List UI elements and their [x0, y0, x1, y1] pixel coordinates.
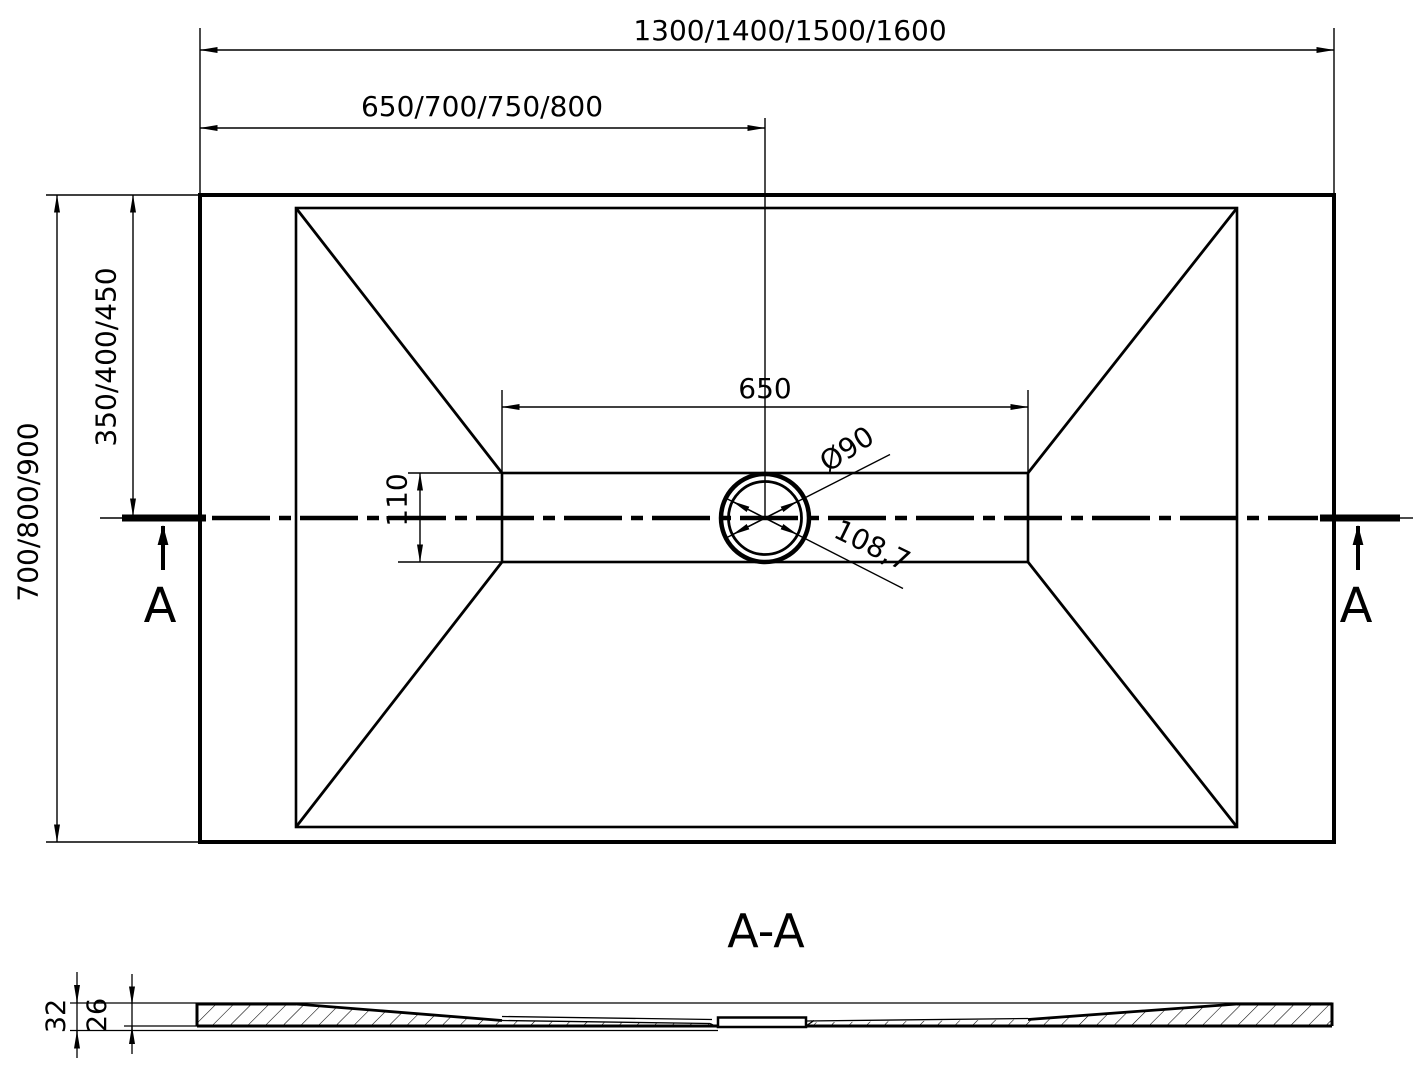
- label-total-height: 32: [40, 998, 72, 1034]
- drain-diagonal-arrow-nw: [733, 501, 766, 518]
- label-channel-width: 110: [380, 473, 414, 527]
- section-channel-floor-bg-left: [502, 1017, 712, 1020]
- drain-diagonal-arrow-se: [765, 518, 798, 535]
- label-drain-diagonal: 108,7: [828, 513, 916, 578]
- slope-fold-bottom-left: [296, 562, 502, 827]
- slope-fold-top-right: [1028, 208, 1237, 473]
- section-marker-label-left: A: [143, 578, 177, 634]
- label-center-offset-x: 650/700/750/800: [360, 90, 604, 123]
- label-channel-length: 650: [738, 372, 792, 405]
- section-drain-pocket: [718, 1018, 806, 1028]
- label-drain-diameter: Ø90: [813, 419, 880, 479]
- plan-view-labels: [11, 14, 1372, 634]
- slope-fold-bottom-right: [1028, 562, 1237, 827]
- slope-fold-top-left: [296, 208, 502, 473]
- section-marker-label-right: A: [1339, 578, 1373, 634]
- label-overall-width: 1300/1400/1500/1600: [633, 14, 947, 47]
- drain-diameter-arrow-ne: [765, 501, 798, 518]
- label-center-offset-y: 350/400/450: [89, 267, 123, 447]
- section-view: [70, 972, 1332, 1058]
- plan-view: [46, 28, 1413, 842]
- label-body-height: 26: [81, 997, 113, 1033]
- label-overall-depth: 700/800/900: [11, 422, 45, 602]
- section-title: A-A: [727, 904, 805, 958]
- drain-diameter-arrow-sw: [733, 518, 766, 535]
